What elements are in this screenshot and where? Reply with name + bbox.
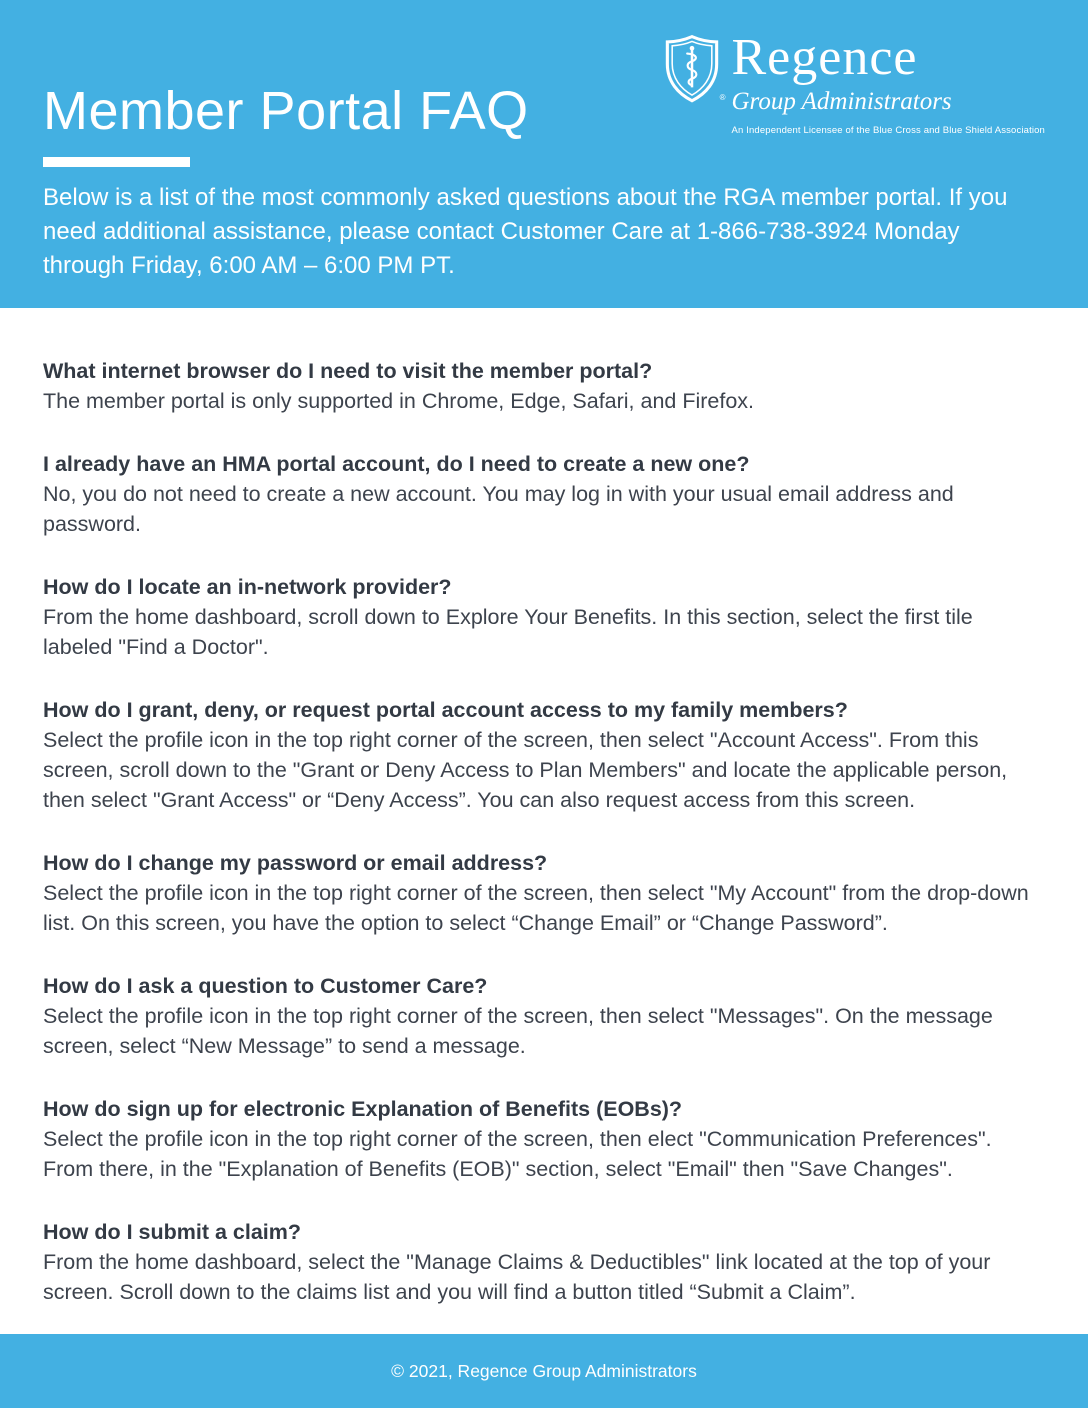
faq-item-browser [43, 356, 1045, 416]
faq-item-hma-account [43, 449, 1045, 539]
logo-tagline: An Independent Licensee of the Blue Cross and Blue Shield Association [731, 124, 1045, 136]
faq-answer: The member portal is only supported in Chrome, Edge, Safari, and Firefox. [43, 389, 755, 413]
faq-item-customer-care-question [43, 971, 1045, 1061]
copyright-text: © 2021, Regence Group Administrators [391, 1360, 697, 1381]
faq-answer: Select the profile icon in the top right corner of the screen, then select "My Account" from the drop-down list. On this screen, you have the option to select “Change Email” or “Change Password”. [43, 881, 1029, 935]
faq-item-locate-provider [43, 572, 1045, 662]
faq-answer: No, you do not need to create a new account. You may log in with your usual email address and password. [43, 482, 954, 536]
faq-item-change-password-email [43, 848, 1045, 938]
faq-answer: From the home dashboard, select the "Manage Claims & Deductibles" link located at the top of your screen. Scroll down to the claims list and you will find a button titled “Submit a Claim”. [43, 1250, 991, 1304]
faq-question: How do sign up for electronic Explanation of Benefits (EOBs)? [43, 1097, 683, 1121]
faq-question: How do I ask a question to Customer Care? [43, 974, 488, 998]
logo-wordmark: Regence [731, 29, 918, 86]
faq-answer: Select the profile icon in the top right corner of the screen, then elect "Communication Preferences". From there, in the "Explanation of Benefits (EOB)" section, select "Email" then "Save Changes". [43, 1127, 992, 1181]
faq-item-submit-claim [43, 1217, 1045, 1307]
faq-list [0, 308, 1088, 1334]
faq-question: What internet browser do I need to visit the member portal? [43, 359, 653, 383]
intro-paragraph: Below is a list of the most commonly asked questions about the RGA member portal. If you need additional assistance, please contact Customer Care at 1-866-738-3924 Monday through Friday, 6:00 AM – 6:00 PM PT. [43, 184, 1008, 280]
blue-shield-caduceus-icon [663, 34, 726, 104]
faq-answer: From the home dashboard, scroll down to Explore Your Benefits. In this section, select the first tile labeled "Find a Doctor". [43, 605, 973, 659]
faq-item-electronic-eobs [43, 1094, 1045, 1184]
page-footer [0, 1334, 1088, 1408]
logo-subtitle: Group Administrators [731, 88, 952, 115]
faq-question: How do I change my password or email address? [43, 851, 548, 875]
title-underline-bar [43, 157, 190, 167]
faq-question: How do I submit a claim? [43, 1220, 302, 1244]
registered-trademark-symbol: ® [719, 93, 726, 102]
faq-answer: Select the profile icon in the top right corner of the screen, then select "Messages". On the message screen, select “New Message” to send a message. [43, 1004, 993, 1058]
page-title: Member Portal FAQ [43, 81, 529, 141]
page-header [0, 0, 1088, 308]
regence-logo [663, 29, 1045, 136]
faq-question: I already have an HMA portal account, do I need to create a new one? [43, 452, 750, 476]
faq-question: How do I locate an in-network provider? [43, 575, 452, 599]
faq-item-account-access [43, 695, 1045, 815]
faq-question: How do I grant, deny, or request portal account access to my family members? [43, 698, 848, 722]
logo-text-block [731, 29, 1045, 136]
faq-answer: Select the profile icon in the top right corner of the screen, then select "Account Access". From this screen, scroll down to the "Grant or Deny Access to Plan Members" and locate the applicable person, then select "Grant Access" or “Deny Access”. You can also request access from this screen. [43, 728, 1008, 812]
